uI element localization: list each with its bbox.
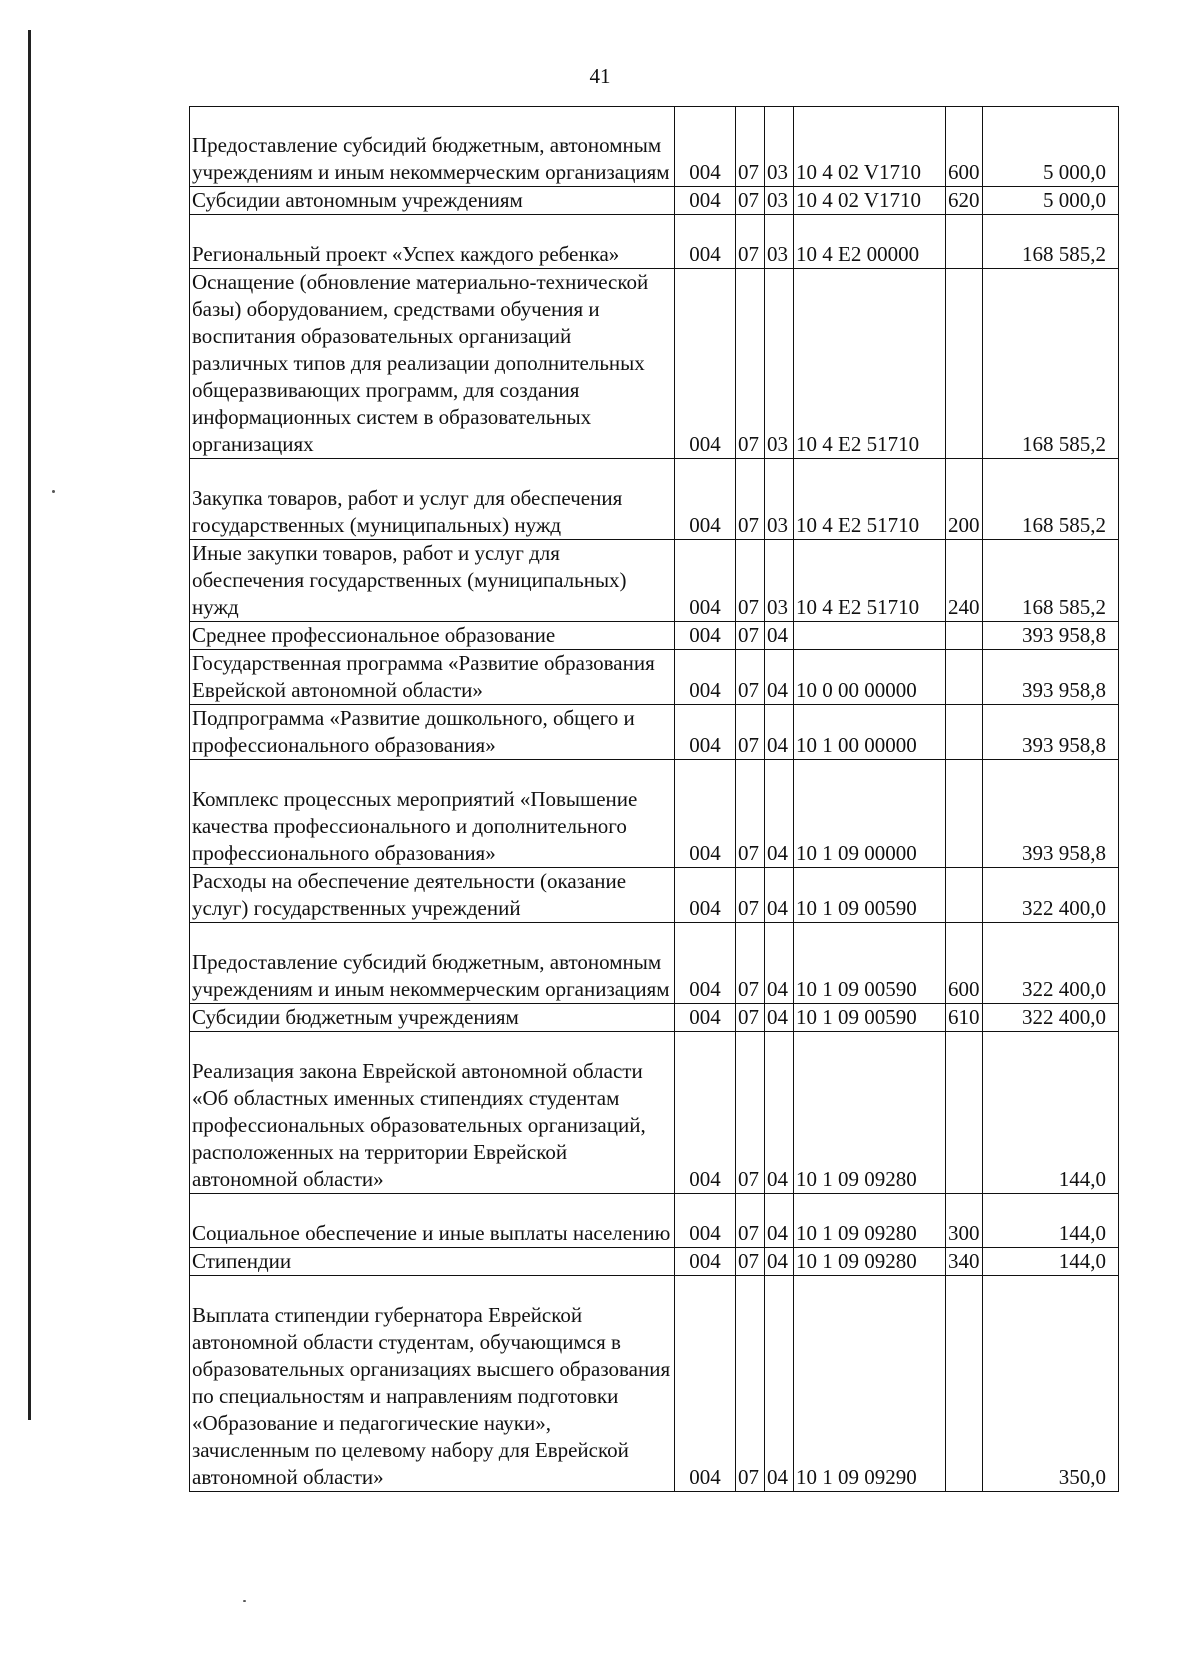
row-program: 10 1 09 00590 [794,1004,946,1032]
table-row [190,705,1119,760]
row-expense-type [946,650,983,705]
row-subsection: 04 [765,923,794,1004]
row-program: 10 1 09 00590 [794,868,946,923]
row-program: 10 1 09 09280 [794,1248,946,1276]
row-program: 10 4 E2 00000 [794,215,946,269]
row-amount: 322 400,0 [983,1004,1119,1032]
row-name: Комплекс процессных мероприятий «Повышение качества профессионального и дополнительного профессионального образования» [190,760,675,868]
row-expense-type [946,622,983,650]
row-expense-type: 300 [946,1194,983,1248]
row-name: Субсидии автономным учреждениям [190,187,675,215]
row-program: 10 1 09 00000 [794,760,946,868]
row-name: Иные закупки товаров, работ и услуг для обеспечения государственных (муниципальных) нужд [190,540,675,622]
row-program: 10 4 E2 51710 [794,540,946,622]
row-name: Социальное обеспечение и иные выплаты населению [190,1194,675,1248]
row-section: 07 [736,1248,765,1276]
table-row [190,1194,1119,1248]
table-row [190,760,1119,868]
row-program: 10 1 00 00000 [794,705,946,760]
row-subsection: 04 [765,760,794,868]
row-ministry: 004 [675,650,736,705]
row-section: 07 [736,1004,765,1032]
table-row [190,1004,1119,1032]
row-expense-type [946,269,983,459]
table-row [190,540,1119,622]
row-name: Среднее профессиональное образование [190,622,675,650]
row-ministry: 004 [675,269,736,459]
row-program: 10 1 09 09290 [794,1276,946,1492]
row-subsection: 03 [765,187,794,215]
row-amount: 144,0 [983,1194,1119,1248]
row-name: Региональный проект «Успех каждого ребенка» [190,215,675,269]
row-subsection: 04 [765,1194,794,1248]
row-subsection: 03 [765,540,794,622]
table-row [190,923,1119,1004]
row-subsection: 04 [765,650,794,705]
row-section: 07 [736,269,765,459]
row-amount: 322 400,0 [983,868,1119,923]
row-amount: 168 585,2 [983,459,1119,540]
row-ministry: 004 [675,1032,736,1194]
row-section: 07 [736,1032,765,1194]
row-amount: 393 958,8 [983,760,1119,868]
row-expense-type: 600 [946,107,983,187]
row-subsection: 03 [765,459,794,540]
row-ministry: 004 [675,705,736,760]
row-program: 10 4 02 V1710 [794,107,946,187]
row-name: Субсидии бюджетным учреждениям [190,1004,675,1032]
row-subsection: 04 [765,1004,794,1032]
row-amount: 168 585,2 [983,540,1119,622]
row-ministry: 004 [675,215,736,269]
row-amount: 350,0 [983,1276,1119,1492]
row-amount: 393 958,8 [983,622,1119,650]
table-row [190,215,1119,269]
table-row [190,1248,1119,1276]
row-name: Государственная программа «Развитие образования Еврейской автономной области» [190,650,675,705]
row-section: 07 [736,215,765,269]
row-expense-type: 620 [946,187,983,215]
row-subsection: 04 [765,622,794,650]
row-name: Выплата стипендии губернатора Еврейской автономной области студентам, обучающимся в образовательных организациях высшего образования по специальностям и направлениям подготовки «Образование и педагогические науки», зачисленным по целевому набору для Еврейской автономной области» [190,1276,675,1492]
row-name: Стипендии [190,1248,675,1276]
row-ministry: 004 [675,1004,736,1032]
budget-table [189,106,1119,1492]
row-expense-type [946,1032,983,1194]
row-name: Предоставление субсидий бюджетным, автономным учреждениям и иным некоммерческим организациям [190,107,675,187]
row-ministry: 004 [675,187,736,215]
row-subsection: 04 [765,1032,794,1194]
row-amount: 144,0 [983,1248,1119,1276]
row-expense-type: 340 [946,1248,983,1276]
row-program: 10 4 E2 51710 [794,269,946,459]
row-name: Расходы на обеспечение деятельности (оказание услуг) государственных учреждений [190,868,675,923]
row-program: 10 4 E2 51710 [794,459,946,540]
table-row [190,187,1119,215]
row-section: 07 [736,705,765,760]
row-ministry: 004 [675,868,736,923]
row-section: 07 [736,1194,765,1248]
binding-line [28,30,31,1420]
row-section: 07 [736,187,765,215]
row-expense-type [946,868,983,923]
row-section: 07 [736,923,765,1004]
row-subsection: 04 [765,868,794,923]
row-expense-type [946,1276,983,1492]
row-name: Закупка товаров, работ и услуг для обеспечения государственных (муниципальных) нужд [190,459,675,540]
page-number: 41 [589,64,611,88]
row-section: 07 [736,868,765,923]
row-expense-type: 600 [946,923,983,1004]
row-program [794,622,946,650]
row-subsection: 04 [765,1248,794,1276]
table-row [190,1276,1119,1492]
row-ministry: 004 [675,540,736,622]
row-amount: 5 000,0 [983,107,1119,187]
row-amount: 168 585,2 [983,269,1119,459]
row-expense-type: 240 [946,540,983,622]
table-row [190,650,1119,705]
row-expense-type: 610 [946,1004,983,1032]
row-ministry: 004 [675,1248,736,1276]
table-row [190,1032,1119,1194]
row-program: 10 0 00 00000 [794,650,946,705]
row-subsection: 04 [765,705,794,760]
row-expense-type [946,215,983,269]
row-expense-type [946,760,983,868]
row-amount: 393 958,8 [983,650,1119,705]
row-program: 10 1 09 09280 [794,1194,946,1248]
row-program: 10 4 02 V1710 [794,187,946,215]
row-ministry: 004 [675,107,736,187]
row-name: Подпрограмма «Развитие дошкольного, общего и профессионального образования» [190,705,675,760]
row-ministry: 004 [675,1276,736,1492]
table-row [190,269,1119,459]
row-ministry: 004 [675,923,736,1004]
row-amount: 393 958,8 [983,705,1119,760]
row-section: 07 [736,459,765,540]
row-amount: 322 400,0 [983,923,1119,1004]
scan-speck [52,490,55,493]
row-subsection: 04 [765,1276,794,1492]
scan-speck [243,1600,246,1602]
row-subsection: 03 [765,107,794,187]
row-ministry: 004 [675,760,736,868]
row-expense-type [946,705,983,760]
table-row [190,622,1119,650]
row-amount: 144,0 [983,1032,1119,1194]
table-row [190,107,1119,187]
table-row [190,459,1119,540]
row-section: 07 [736,650,765,705]
row-ministry: 004 [675,459,736,540]
row-ministry: 004 [675,622,736,650]
row-expense-type: 200 [946,459,983,540]
row-subsection: 03 [765,269,794,459]
table-row [190,868,1119,923]
row-section: 07 [736,540,765,622]
row-amount: 168 585,2 [983,215,1119,269]
row-subsection: 03 [765,215,794,269]
row-amount: 5 000,0 [983,187,1119,215]
row-section: 07 [736,760,765,868]
row-ministry: 004 [675,1194,736,1248]
row-section: 07 [736,107,765,187]
row-name: Предоставление субсидий бюджетным, автономным учреждениям и иным некоммерческим организациям [190,923,675,1004]
table-body [190,107,1119,1492]
row-name: Оснащение (обновление материально-технической базы) оборудованием, средствами обучения и воспитания образовательных организаций различных типов для реализации дополнительных общеразвивающих программ, для создания информационных систем в образовательных организациях [190,269,675,459]
row-program: 10 1 09 09280 [794,1032,946,1194]
row-section: 07 [736,622,765,650]
row-program: 10 1 09 00590 [794,923,946,1004]
row-section: 07 [736,1276,765,1492]
row-name: Реализация закона Еврейской автономной области «Об областных именных стипендиях студентам профессиональных образовательных организаций, расположенных на территории Еврейской автономной области» [190,1032,675,1194]
